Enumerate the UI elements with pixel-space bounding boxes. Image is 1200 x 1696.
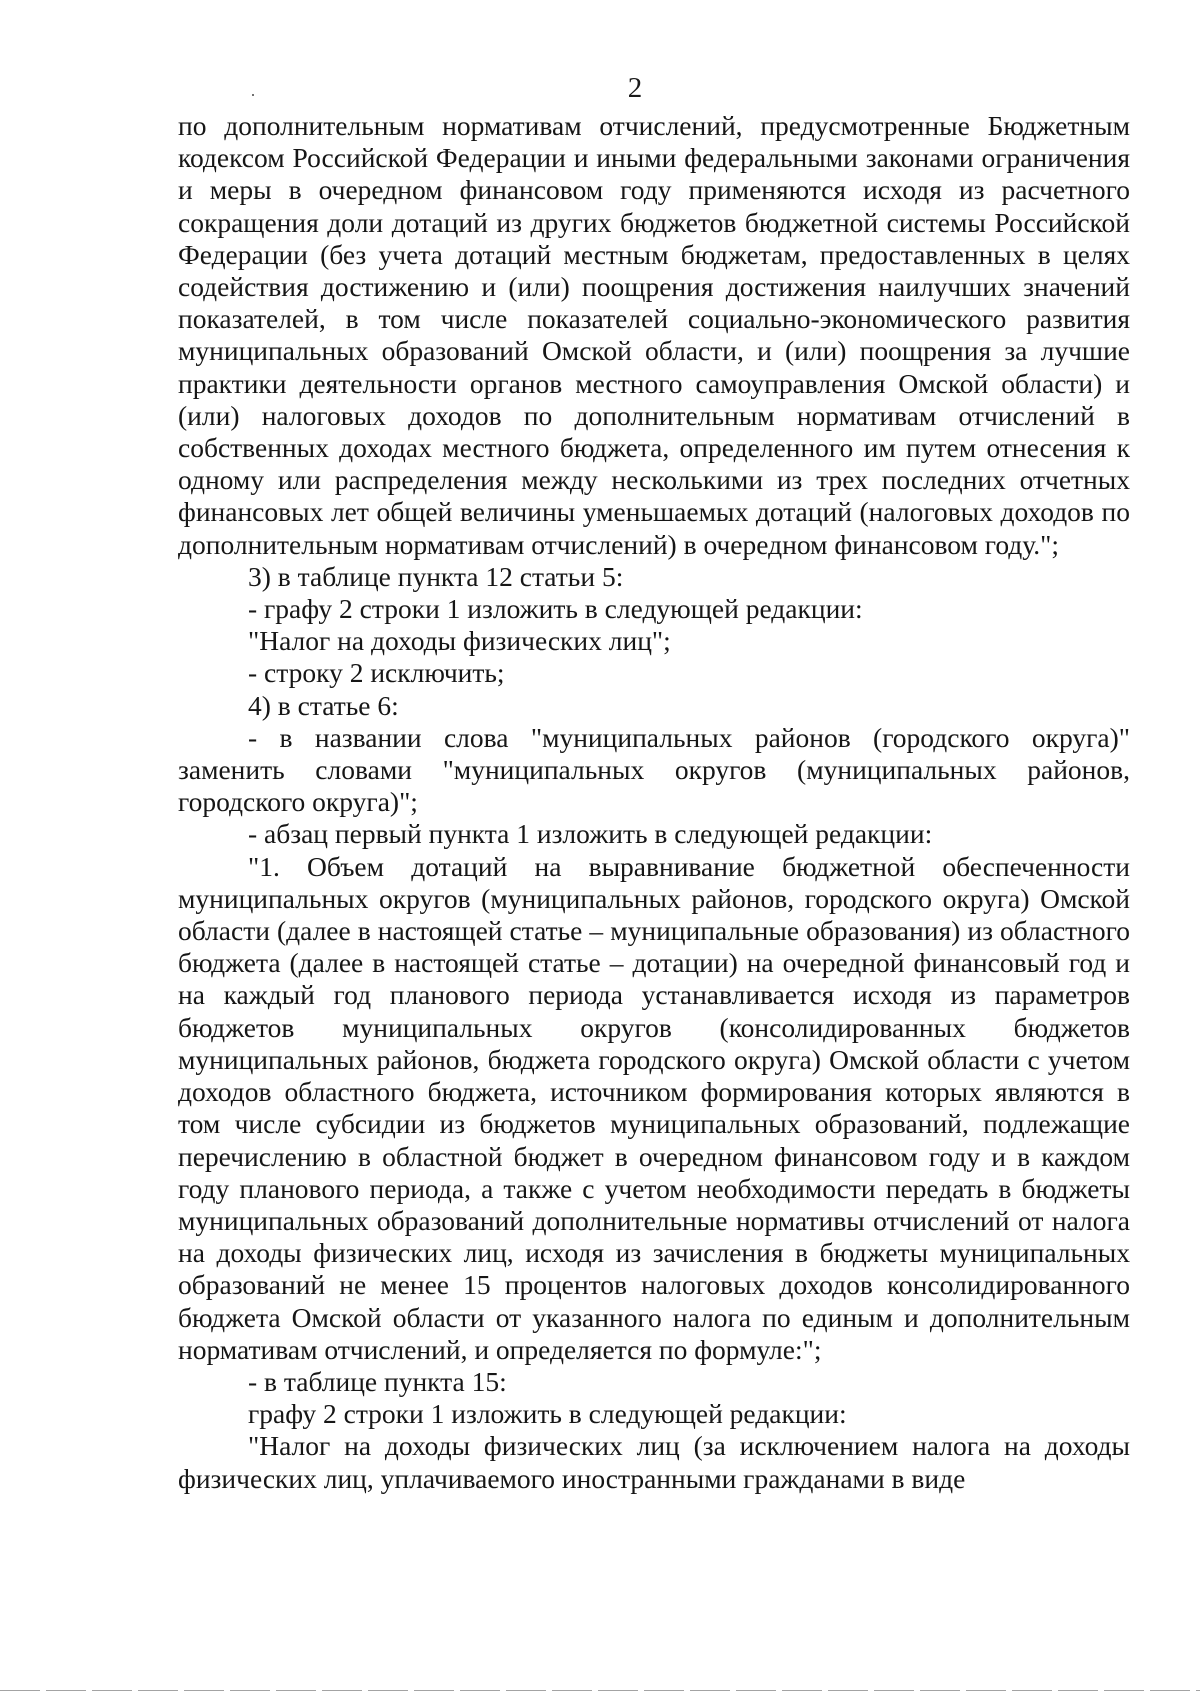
document-body xyxy=(178,110,1130,1495)
paragraph-first-abzac: - абзац первый пункта 1 изложить в следующей редакции: xyxy=(248,818,933,850)
paragraph-title-replace: - в названии слова "муниципальных районов (городского округа)" заменить словами "муниципальных округов (муниципальных районов, городского округа)"; xyxy=(178,721,1130,818)
page-bottom-edge xyxy=(0,1690,1200,1691)
paragraph-continuation: по дополнительным нормативам отчислений, предусмотренные Бюджетным кодексом Российской Федерации и иными федеральными законами ограничения и меры в очередном финансовом году применяются исходя из расчетного сокращения доли дотаций из других бюджетов бюджетной системы Российской Федерации (без учета дотаций местным бюджетам, предоставленных в целях содействия достижению и (или) поощрения достижения наилучших значений показателей, в том числе показателей социально-экономического развития муниципальных образований Омской области, и (или) поощрения за лучшие практики деятельности органов местного самоуправления Омской области) и (или) налоговых доходов по дополнительным нормативам отчислений в собственных доходах местного бюджета, определенного им путем отнесения к одному или распределения между несколькими из трех последних отчетных финансовых лет общей величины уменьшаемых дотаций (налоговых доходов по дополнительным нормативам отчислений) в очередном финансовом году."; xyxy=(178,110,1130,560)
paragraph-item-3: 3) в таблице пункта 12 статьи 5: xyxy=(248,560,624,592)
paragraph-quote-ndfl: "Налог на доходы физических лиц"; xyxy=(248,625,671,657)
paragraph-subsidy-volume: "1. Объем дотаций на выравнивание бюджетной обеспеченности муниципальных округов (муниципальных районов, городского округа) Омской области (далее в настоящей статье – муниципальные образования) из областного бюджета (далее в настоящей статье – дотации) на очередной финансовый год и на каждый год планового периода устанавливается исходя из параметров бюджетов муниципальных округов (консолидированных бюджетов муниципальных районов, бюджета городского округа) Омской области с учетом доходов областного бюджета, источником формирования которых являются в том числе субсидии из бюджетов муниципальных образований, подлежащие перечислению в областной бюджет в очередном финансовом году и в каждом году планового периода, а также с учетом необходимости передать в бюджеты муниципальных образований дополнительные нормативы отчислений от налога на доходы физических лиц, исходя из зачисления в бюджеты муниципальных образований не менее 15 процентов налоговых доходов консолидированного бюджета Омской области от указанного налога по единым и дополнительным нормативам отчислений, и определяется по формуле:"; xyxy=(178,850,1130,1365)
paragraph-table-item-15: - в таблице пункта 15: xyxy=(248,1365,507,1397)
paragraph-column-2-row-1: - графу 2 строки 1 изложить в следующей редакции: xyxy=(248,593,863,625)
paragraph-item-4: 4) в статье 6: xyxy=(248,689,399,721)
page-number: 2 xyxy=(627,72,643,104)
paragraph-column-2-edit: графу 2 строки 1 изложить в следующей редакции: xyxy=(248,1398,847,1430)
paragraph-quote-ndfl-exception: "Налог на доходы физических лиц (за исключением налога на доходы физических лиц, уплачиваемого иностранными гражданами в виде xyxy=(178,1430,1130,1494)
paragraph-exclude-row-2: - строку 2 исключить; xyxy=(248,657,505,689)
